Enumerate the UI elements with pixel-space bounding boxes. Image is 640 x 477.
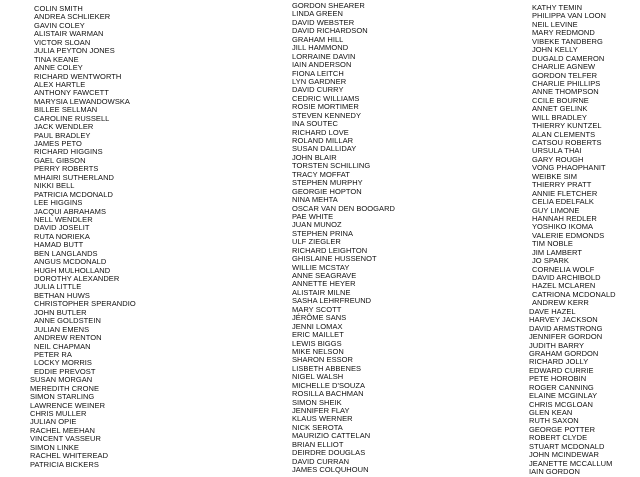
name-entry: MICHELLE D'SOUZA xyxy=(292,380,366,390)
name-entry: ANDREW RENTON xyxy=(34,333,102,343)
name-entry: ANTHONY FAWCETT xyxy=(34,88,109,98)
name-entry: PATRICIA BICKERS xyxy=(30,459,99,469)
name-entry: ANNET GELINK xyxy=(532,104,588,114)
name-entry: JAMES PETO xyxy=(34,139,82,148)
name-entry: THIERRY PRATT xyxy=(532,180,592,190)
name-entry: GRAHAM HILL xyxy=(292,34,344,44)
name-entry: ROSIE MORTIMER xyxy=(292,102,359,112)
name-entry: NIGEL WALSH xyxy=(292,372,344,382)
name-entry: BILLEE SELLMAN xyxy=(34,105,98,115)
name-entry: CAROLINE RUSSELL xyxy=(34,113,110,123)
name-entry: GUY LIMONE xyxy=(532,205,580,215)
name-entry: LAWRENCE WEINER xyxy=(30,400,106,410)
name-entry: JOHN MCINDEWAR xyxy=(529,450,600,460)
name-entry: JUDITH BARRY xyxy=(529,340,585,350)
name-entry: JIM LAMBERT xyxy=(532,247,583,257)
name-entry: ALISTAIR MILNE xyxy=(292,287,351,297)
name-entry: CATRIONA MCDONALD xyxy=(532,289,616,299)
name-entry: RICHARD JOLLY xyxy=(529,357,589,367)
name-entry: DAVID ARMSTRONG xyxy=(529,323,603,333)
name-entry: SASHA LEHRFREUND xyxy=(292,296,372,306)
name-entry: VALERIE EDMONDS xyxy=(532,230,605,240)
name-entry: LINDA GREEN xyxy=(292,9,343,19)
name-entry: ANDREA SCHLIEKER xyxy=(34,12,111,22)
name-entry: GAVIN COLEY xyxy=(34,20,85,30)
name-entry: GRAHAM GORDON xyxy=(529,348,599,358)
name-entry: GLEN KEAN xyxy=(529,408,573,417)
name-entry: ROSILLA BACHMAN xyxy=(292,389,364,399)
name-entry: JACK WENDLER xyxy=(34,122,94,132)
name-entry: ANDREW KERR xyxy=(532,298,589,308)
name-entry: PAUL BRADLEY xyxy=(34,130,91,140)
name-entry: RICHARD WENTWORTH xyxy=(34,71,122,81)
name-entry: VINCENT VASSEUR xyxy=(30,434,101,444)
name-entry: ROLAND MILLAR xyxy=(292,136,354,145)
name-entry: RUTA NORIEKA xyxy=(34,231,90,241)
name-entry: ROBERT CLYDE xyxy=(529,433,588,443)
name-entry: LYN GARDNER xyxy=(292,76,347,86)
name-entry: SHARON ESSOR xyxy=(292,355,354,365)
name-entry: ANNIE FLETCHER xyxy=(532,188,598,198)
name-entry: KATHY TEMIN xyxy=(532,3,583,12)
name-entry: CORNELIA WOLF xyxy=(532,264,595,274)
name-entry: GORDON TELFER xyxy=(532,70,598,80)
name-entry: GAEL GIBSON xyxy=(34,155,86,165)
name-entry: CHRIS MULLER xyxy=(30,409,87,418)
name-entry: JAMES COLQUHOUN xyxy=(292,465,369,475)
name-entry: SIMON SHEIK xyxy=(292,397,342,407)
name-entry: BETHAN HUWS xyxy=(34,290,90,300)
name-entry: TINA KEANE xyxy=(34,54,79,64)
name-entry: LEE HIGGINS xyxy=(34,198,83,208)
name-entry: CCILE BOURNE xyxy=(532,95,589,105)
name-entry: ANNE SEAGRAVE xyxy=(292,271,357,280)
name-entry: ANNE GOLDSTEIN xyxy=(34,316,101,326)
name-entry: BRIAN ELLIOT xyxy=(292,439,344,449)
name-entry: NICK SEROTA xyxy=(292,422,343,432)
name-entry: NINA MEHTA xyxy=(292,195,338,205)
name-entry: JÉRÔME SANS xyxy=(292,313,347,323)
name-entry: VONG PHAOPHANIT xyxy=(532,163,606,173)
name-entry: VIBEKE TANDBERG xyxy=(532,36,603,46)
name-column-1 xyxy=(30,4,136,469)
name-entry: JULIAN EMENS xyxy=(34,324,90,334)
name-entry: HAZEL MCLAREN xyxy=(532,281,596,291)
name-entry: SIMON STARLING xyxy=(30,392,95,402)
name-entry: ALAN CLEMENTS xyxy=(532,129,596,139)
name-entry: BEN LANGLANDS xyxy=(34,248,98,258)
name-entry: ELAINE MCGINLAY xyxy=(529,391,598,401)
name-entry: JOHN KELLY xyxy=(532,45,578,55)
name-entry: PERRY ROBERTS xyxy=(34,164,99,174)
name-entry: ALEX HARTLE xyxy=(34,79,86,89)
name-entry: ERIC MAILLET xyxy=(292,330,344,340)
name-entry: CHRIS MCGLOAN xyxy=(529,399,593,409)
name-entry: RICHARD LEIGHTON xyxy=(292,245,368,255)
name-entry: MARY SCOTT xyxy=(292,304,342,314)
name-entry: ANNE COLEY xyxy=(34,63,83,73)
name-entry: RICHARD HIGGINS xyxy=(34,147,103,157)
name-entry: DEIRDRE DOUGLAS xyxy=(292,448,366,458)
name-entry: JOHN BLAIR xyxy=(292,152,337,162)
name-entry: DAVID JOSELIT xyxy=(34,223,90,233)
name-entry: NEIL CHAPMAN xyxy=(34,341,91,351)
name-entry: SIMON LINKE xyxy=(30,442,79,452)
name-entry: CEDRIC WILLIAMS xyxy=(292,93,360,103)
name-entry: GORDON SHEARER xyxy=(292,1,365,10)
name-entry: RUTH SAXON xyxy=(529,416,579,426)
name-entry: KLAUS WERNER xyxy=(292,414,353,424)
name-entry: DAVID CURRAN xyxy=(292,456,350,466)
name-entry: COLIN SMITH xyxy=(34,4,83,13)
name-entry: MARY REDMOND xyxy=(532,28,595,38)
name-entry: DAVID RICHARDSON xyxy=(292,26,368,36)
name-entry: CHRISTOPHER SPERANDIO xyxy=(34,299,136,309)
name-entry: JUAN MUNOZ xyxy=(292,220,342,230)
name-entry: DAVE HAZEL xyxy=(529,306,576,316)
name-entry: STEPHEN PRINA xyxy=(292,228,354,238)
name-entry: JULIA LITTLE xyxy=(34,282,82,292)
name-entry: GARY ROUGH xyxy=(532,154,584,164)
name-entry: DAVID WEBSTER xyxy=(292,17,355,27)
name-entry: THIERRY KUNTZEL xyxy=(532,121,602,131)
name-entry: LOCKY MORRIS xyxy=(34,358,92,368)
name-entry: NEIL LEVINE xyxy=(532,19,578,29)
name-entry: GEORGE POTTER xyxy=(529,424,596,434)
name-entry: JULIAN OPIE xyxy=(30,417,77,427)
name-entry: WILL BRADLEY xyxy=(532,112,587,122)
name-entry: JO SPARK xyxy=(532,256,569,266)
name-entry: LORRAINE DAVIN xyxy=(292,51,356,61)
name-entry: JACQUI ABRAHAMS xyxy=(34,206,107,216)
name-entry: URSULA THAI xyxy=(532,146,582,156)
name-entry: STEVEN KENNEDY xyxy=(292,110,362,120)
name-entry: JENNIFER FLAY xyxy=(292,406,350,415)
name-entry: MEREDITH CRONE xyxy=(30,383,100,393)
name-entry: RACHEL MEEHAN xyxy=(30,425,95,435)
name-entry: EDDIE PREVOST xyxy=(34,366,96,376)
name-entry: DUGALD CAMERON xyxy=(532,53,605,63)
name-entry: IAIN GORDON xyxy=(529,467,580,477)
name-entry: LISBETH ABBENES xyxy=(292,363,362,373)
name-entry: STUART MCDONALD xyxy=(529,441,605,451)
name-entry: JILL HAMMOND xyxy=(292,43,349,53)
name-entry: GEORGIE HOPTON xyxy=(292,186,362,196)
name-entry: JENNI LOMAX xyxy=(292,321,343,331)
name-entry: OSCAR VAN DEN BOOGARD xyxy=(292,203,396,213)
name-column-3 xyxy=(529,3,616,477)
name-entry: TIM NOBLE xyxy=(532,239,573,249)
name-entry: HANNAH REDLER xyxy=(532,213,597,223)
name-entry: ROGER CANNING xyxy=(529,382,594,392)
name-entry: HARVEY JACKSON xyxy=(529,315,598,325)
name-entry: CELIA EDELFALK xyxy=(532,197,594,207)
name-entry: EDWARD CURRIE xyxy=(529,365,594,375)
name-entry: MARYSIA LEWANDOWSKA xyxy=(34,96,130,106)
name-entry: LEWIS BIGGS xyxy=(292,338,342,348)
name-entry: DOROTHY ALEXANDER xyxy=(34,274,120,283)
name-entry: WEIBKE SIM xyxy=(532,171,578,181)
name-entry: PHILIPPA VAN LOON xyxy=(532,11,606,21)
name-entry: FIONA LEITCH xyxy=(292,68,344,78)
name-entry: ANGUS MCDONALD xyxy=(34,257,107,267)
name-entry: JENNIFER GORDON xyxy=(529,332,603,342)
name-entry: SUSAN MORGAN xyxy=(30,375,93,385)
name-entry: RICHARD LOVE xyxy=(292,127,349,137)
name-entry: RACHEL WHITEREAD xyxy=(30,451,109,461)
name-entry: HUGH MULHOLLAND xyxy=(34,265,111,275)
name-entry: NELL WENDLER xyxy=(34,214,93,224)
name-entry: TRACY MOFFAT xyxy=(292,169,350,179)
name-entry: PATRICIA MCDONALD xyxy=(34,189,113,199)
name-entry: ANNE THOMPSON xyxy=(532,87,599,97)
name-entry: IAIN ANDERSON xyxy=(292,60,352,70)
name-entry: CHARLIE AGNEW xyxy=(532,62,596,72)
name-entry: PETER RA xyxy=(34,349,72,359)
name-entry: MIKE NELSON xyxy=(292,346,344,356)
name-entry: CHARLIE PHILLIPS xyxy=(532,78,601,88)
name-entry: JEANETTE MCCALLUM xyxy=(529,458,613,468)
name-entry: WILLIE MCSTAY xyxy=(292,262,350,272)
name-entry: DAVID CURRY xyxy=(292,85,344,95)
name-entry: GHISLAINE HUSSENOT xyxy=(292,254,377,264)
name-entry: PAE WHITE xyxy=(292,211,334,221)
name-entry: TORSTEN SCHILLING xyxy=(292,161,371,171)
name-entry: STEPHEN MURPHY xyxy=(292,178,363,188)
name-entry: JULIA PEYTON JONES xyxy=(34,46,115,56)
name-entry: ALISTAIR WARMAN xyxy=(34,29,104,39)
name-entry: MAURIZIO CATTELAN xyxy=(292,431,371,441)
name-entry: HAMAD BUTT xyxy=(34,240,84,250)
name-column-2 xyxy=(292,2,395,475)
name-entry: PETE HOROBIN xyxy=(529,374,587,384)
name-entry: ANNETTE HEYER xyxy=(292,279,356,289)
name-entry: DAVID ARCHIBOLD xyxy=(532,273,601,282)
name-entry: YOSHIKO IKOMA xyxy=(532,222,594,232)
name-entry: VICTOR SLOAN xyxy=(34,37,91,47)
name-entry: CATSOU ROBERTS xyxy=(532,138,602,147)
name-entry: MHAIRI SUTHERLAND xyxy=(34,172,115,182)
name-entry: SUSAN DALLIDAY xyxy=(292,144,357,154)
name-entry: INA SOUTEC xyxy=(292,119,338,129)
name-entry: NIKKI BELL xyxy=(34,181,75,191)
name-entry: JOHN BUTLER xyxy=(34,307,87,317)
name-entry: ULF ZIEGLER xyxy=(292,237,341,247)
